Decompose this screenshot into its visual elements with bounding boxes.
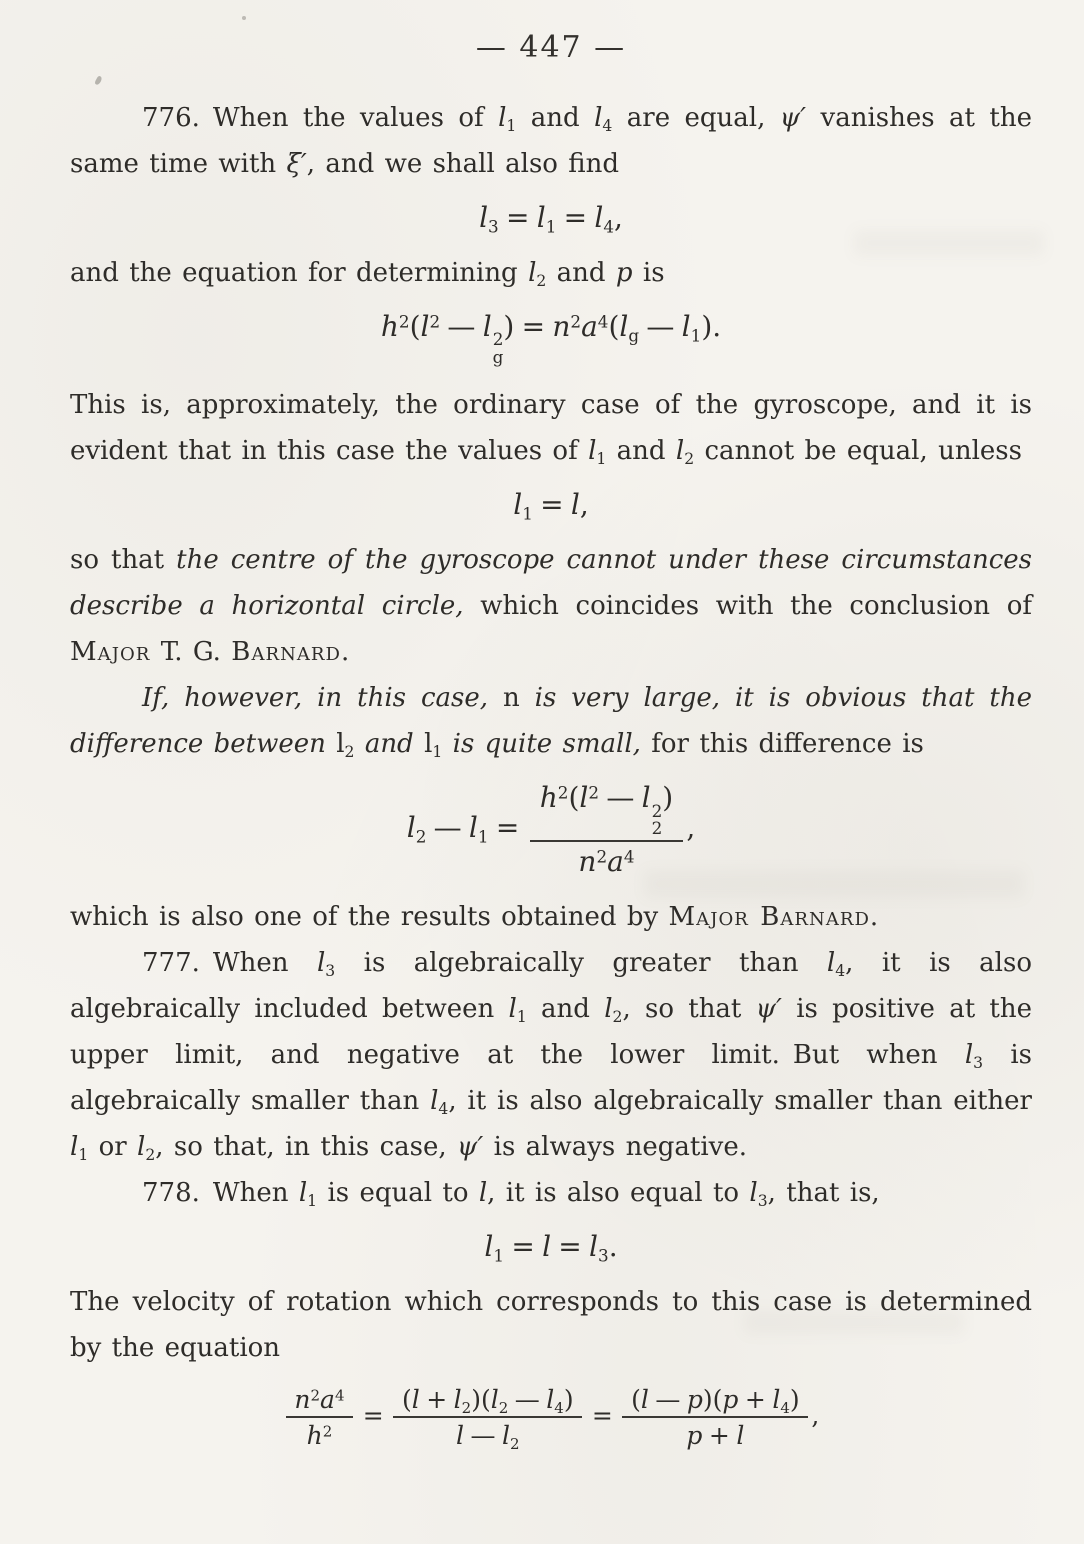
equation-velocity (70, 1384, 1032, 1453)
equation-content: $\frac{n^2a^4}{h^2}$ = $\frac{(l + l_2)(l_2 — l_4)}{l — l_2}$ = $\frac{(l — p)(p + l_4)}{p + l}$ , (283, 1401, 820, 1430)
equation-l1-l (70, 488, 1032, 524)
paragraph-777: 777. When $l_3$ is algebraically greater than $l_4$, it is also algebraically included between $l_1$ and $l_2$, so that ψ′ is positive at the upper limit, and negative at the lower limit. But when $l_3$ is algebraically smaller than $l_4$, it is also algebraically smaller than either $l_1$ or $l_2$, so that, in this case, ψ′ is always negative. (70, 947, 1032, 1164)
equation-content: $l_2$ — $l_1$ = $h^2(l^2$ — l 2 2 ) $n^2a^4$ , (406, 781, 696, 878)
page-number: — 447 — (475, 30, 627, 65)
paragraph-this-is: This is, approximately, the ordinary case of the gyroscope, and it is evident that in this case the values of $l_1$ and $l_2$ cannot be equal, unless (70, 390, 1032, 469)
equation-content: $l_3 = l_1 = l_4$, (479, 201, 623, 237)
equation-content: $h^2(l^2$ — l 2 g ) = $n^2a^4(l_g$ — $l_1$). (380, 310, 722, 367)
equation-h2-l2 (70, 310, 1032, 366)
equation-difference (70, 781, 1032, 877)
paragraph-776: 776. When the values of $l_1$ and $l_4$ are equal, ψ′ vanishes at the same time with ξ′, and we shall also find (70, 103, 1032, 179)
paragraph-velocity: The velocity of rotation which corresponds to this case is determined by the equation (70, 1286, 1032, 1363)
ink-speck (94, 75, 103, 85)
equation-content: $l_1 = l$, (513, 488, 589, 524)
paragraph-so-that: so that the centre of the gyroscope cannot under these circumstances describe a horizontal circle, which coincides with the conclusion of Major T. G. Barnard. (70, 545, 1033, 668)
paragraph-which-is: which is also one of the results obtained by Major Barnard. (70, 901, 879, 932)
equation-l3-l1-l4 (70, 201, 1032, 237)
ink-speck (242, 16, 246, 20)
equation-l1-l-l3 (70, 1229, 1032, 1266)
paragraph-778: 778. When $l_1$ is equal to l, it is also equal to $l_3$, that is, (142, 1177, 880, 1210)
equation-content: $l_1 = l = l_3$. (484, 1229, 618, 1266)
paragraph-if-however: If, however, in this case, n is very large, it is obvious that the difference between $l_2$ and $l_1$ is quite small, for this difference is (70, 683, 1032, 762)
paragraph-determining: and the equation for determining $l_2$ and p is (70, 258, 665, 290)
